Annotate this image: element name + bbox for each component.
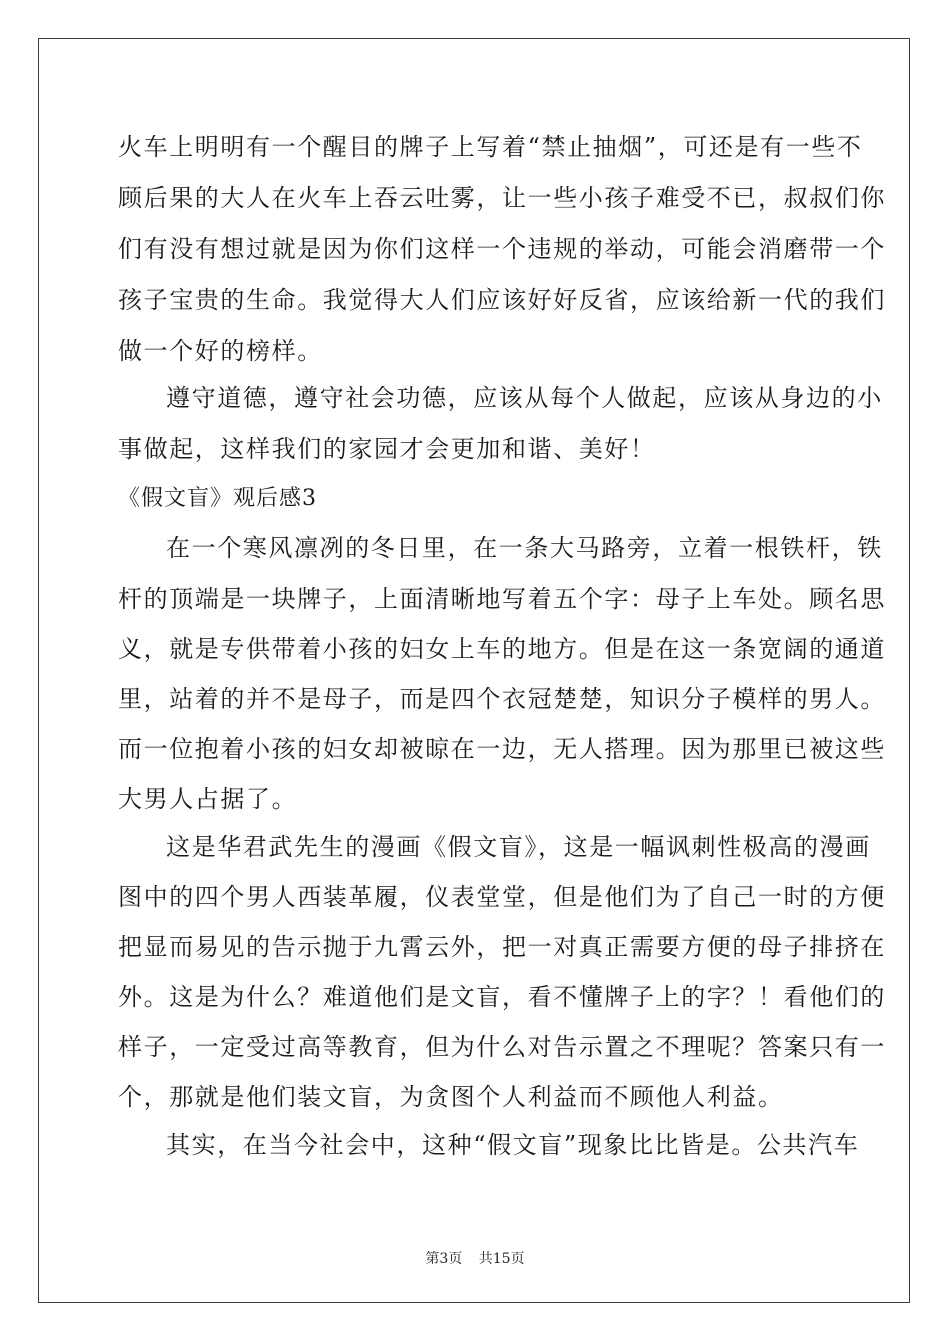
paragraph-4-line-2: 图中的四个男人西装革履，仪表堂堂，但是他们为了自己一时的方便 — [118, 883, 886, 911]
paragraph-1-line-5: 做一个好的榜样。 — [118, 337, 323, 365]
paragraph-4-line-5: 样子，一定受过高等教育，但为什么对告示置之不理呢？答案只有一 — [118, 1033, 886, 1061]
page-number: 第3页 — [425, 1251, 463, 1267]
paragraph-5-line-1: 其实，在当今社会中，这种“假文盲”现象比比皆是。公共汽车 — [166, 1131, 860, 1159]
paragraph-1-line-2: 顾后果的大人在火车上吞云吐雾，让一些小孩子难受不已，叔叔们你 — [118, 184, 886, 212]
page-total: 共15页 — [478, 1251, 525, 1267]
paragraph-4-line-3: 把显而易见的告示抛于九霄云外，把一对真正需要方便的母子排挤在 — [118, 933, 886, 961]
paragraph-3-line-6: 大男人占据了。 — [118, 785, 298, 813]
paragraph-2-line-1: 遵守道德，遵守社会功德，应该从每个人做起，应该从身边的小 — [166, 384, 883, 412]
paragraph-1-line-1: 火车上明明有一个醒目的牌子上写着“禁止抽烟”，可还是有一些不 — [118, 133, 863, 161]
page-border — [38, 38, 910, 1303]
section-heading: 《假文盲》观后感3 — [118, 486, 317, 511]
paragraph-3-line-2: 杆的顶端是一块牌子，上面清晰地写着五个字：母子上车处。顾名思 — [118, 585, 886, 613]
paragraph-4-line-6: 个，那就是他们装文盲，为贪图个人利益而不顾他人利益。 — [118, 1083, 784, 1111]
paragraph-1-line-4: 孩子宝贵的生命。我觉得大人们应该好好反省，应该给新一代的我们 — [118, 286, 886, 314]
paragraph-3-line-1: 在一个寒风凛冽的冬日里，在一条大马路旁，立着一根铁杆，铁 — [166, 534, 883, 562]
paragraph-1-line-3: 们有没有想过就是因为你们这样一个违规的举动，可能会消磨带一个 — [118, 235, 886, 263]
paragraph-3-line-3: 义，就是专供带着小孩的妇女上车的地方。但是在这一条宽阔的通道 — [118, 635, 886, 663]
paragraph-3-line-5: 而一位抱着小孩的妇女却被晾在一边，无人搭理。因为那里已被这些 — [118, 735, 886, 763]
paragraph-3-line-4: 里，站着的并不是母子，而是四个衣冠楚楚，知识分子模样的男人。 — [118, 685, 886, 713]
page-footer — [0, 1248, 950, 1268]
paragraph-4-line-1: 这是华君武先生的漫画《假文盲》，这是一幅讽刺性极高的漫画 — [166, 833, 871, 861]
paragraph-4-line-4: 外。这是为什么？难道他们是文盲，看不懂牌子上的字？！看他们的 — [118, 983, 886, 1011]
paragraph-2-line-2: 事做起，这样我们的家园才会更加和谐、美好！ — [118, 435, 656, 463]
